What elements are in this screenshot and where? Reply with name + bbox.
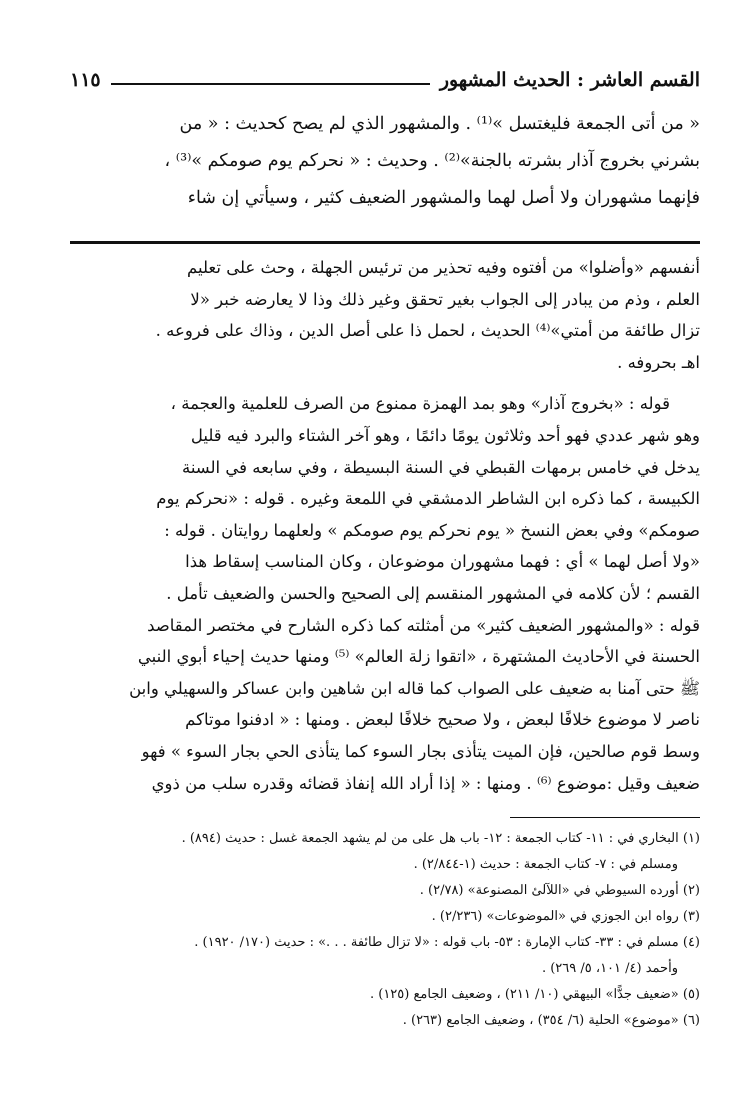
commentary-line: قوله : «والمشهور الضعيف كثير» من أمثلته كما ذكره الشارح في مختصر المقاصد (147, 615, 700, 635)
commentary-line: «ولا أصل لهما » أي : فهما مشهوران موضوعان ، وكان المناسب إسقاط هذا (185, 552, 700, 572)
footnotes (70, 826, 700, 1034)
footnote-1: (١) البخاري في : ١١- كتاب الجمعة : ١٢- باب هل على من لم يشهد الجمعة غسل : حديث (٨٩٤) . (181, 831, 700, 847)
commentary-line: القسم ؛ لأن كلامه في المشهور المنقسم إلى الصحيح والحسن والضعيف تأمل . (166, 583, 700, 603)
section-divider (70, 241, 700, 244)
header-rule (111, 83, 430, 85)
commentary-line: تزال طائفة من أمتي»⁽⁴⁾ الحديث ، لحمل ذا على أصل الدين ، وذاك على فروعه . (155, 321, 700, 341)
commentary-line: ﷺ حتى آمنا به ضعيف على الصواب كما قاله ابن شاهين وابن عساكر والسهيلي وابن (129, 678, 700, 698)
footnote-4: (٤) مسلم في : ٣٣- كتاب الإمارة : ٥٣- باب قوله : «لا تزال طائفة . . .» : حديث (١٧٠/ ١٩٢٠) . (194, 935, 700, 951)
main-text-line: فإنهما مشهوران ولا أصل لهما والمشهور الضعيف كثير ، وسيأتي إن شاء (187, 188, 700, 208)
commentary-line: أنفسهم «وأضلوا» من أفتوه وفيه تحذير من ترئيس الجهلة ، وحث على تعليم (187, 258, 700, 277)
commentary-line: وسط قوم صالحين، فإن الميت يتأذى بجار السوء كما يتأذى الحي بجار السوء » فهو (141, 741, 700, 761)
commentary-line: يدخل في خامس برمهات القبطي في السنة البسيطة ، وفي سابعه في السنة (181, 457, 700, 477)
footnote-4-continued: وأحمد (٤/ ١٠١، ٥/ ٢٦٩) . (541, 961, 678, 977)
commentary-line: الكبيسة ، كما ذكره ابن الشاطر الدمشقي في اللمعة وغيره . قوله : «نحركم يوم (156, 489, 700, 509)
footnote-1-continued: ومسلم في : ٧- كتاب الجمعة : حديث (١-٢/٨٤٤) . (413, 857, 678, 873)
book-page (70, 60, 700, 1034)
page-number: ١١٥ (70, 69, 101, 91)
paragraph-gap (70, 378, 700, 388)
running-header (70, 60, 700, 100)
footnote-2: (٢) أورده السيوطي في «اللآلئ المصنوعة» (٢/٧٨) . (419, 883, 700, 899)
footnote-6: (٦) «موضوع» الحلية (٦/ ٣٥٤) ، وضعيف الجامع (٢٦٣) . (402, 1013, 700, 1029)
commentary-line: ناصر لا موضوع خلافًا لبعض ، ولا صحيح خلافًا لبعض . ومنها : « ادفنوا موتاكم (185, 710, 700, 730)
chapter-title: القسم العاشر : الحديث المشهور (439, 69, 700, 91)
commentary-line: اهـ بحروفه . (617, 352, 700, 372)
commentary-text (70, 252, 700, 799)
commentary-line: صومكم» وفي بعض النسخ « يوم نحركم يوم صومكم » ولعلهما روايتان . قوله : (164, 520, 700, 540)
commentary-line: العلم ، وذم من يبادر إلى الجواب بغير تحقق وغير ذلك وذا لا يعارضه خبر «لا (190, 289, 700, 309)
main-text-line: « من أتى الجمعة فليغتسل »⁽¹⁾ . والمشهور الذي لم يصح كحديث : « من (179, 114, 700, 134)
commentary-line: ضعيف وقيل :موضوع ⁽⁶⁾ . ومنها : « إذا أراد الله إنفاذ قضائه وقدره سلب من ذوي (151, 773, 700, 793)
main-text-line: بشرني بخروج آذار بشرته بالجنة»⁽²⁾ . وحديث : « نحركم يوم صومكم »⁽³⁾ ، (164, 151, 700, 171)
main-text (70, 106, 700, 217)
commentary-line: قوله : «بخروج آذار» وهو بمد الهمزة ممنوع من الصرف للعلمية والعجمة ، (170, 394, 670, 414)
footnote-3: (٣) رواه ابن الجوزي في «الموضوعات» (٢/٢٣٦) . (431, 909, 700, 925)
footnote-rule (510, 817, 700, 818)
footnote-5: (٥) «ضعيف جدًّا» البيهقي (١٠/ ٢١١) ، وضعيف الجامع (١٢٥) . (369, 987, 700, 1003)
commentary-line: الحسنة في الأحاديث المشتهرة ، «اتقوا زلة العالم» ⁽⁵⁾ ومنها حديث إحياء أبوي النبي (137, 647, 700, 667)
commentary-line: وهو شهر عددي فهو أحد وثلاثون يومًا دائمًا ، وهو آخر الشتاء والبرد فيه قليل (190, 425, 700, 445)
